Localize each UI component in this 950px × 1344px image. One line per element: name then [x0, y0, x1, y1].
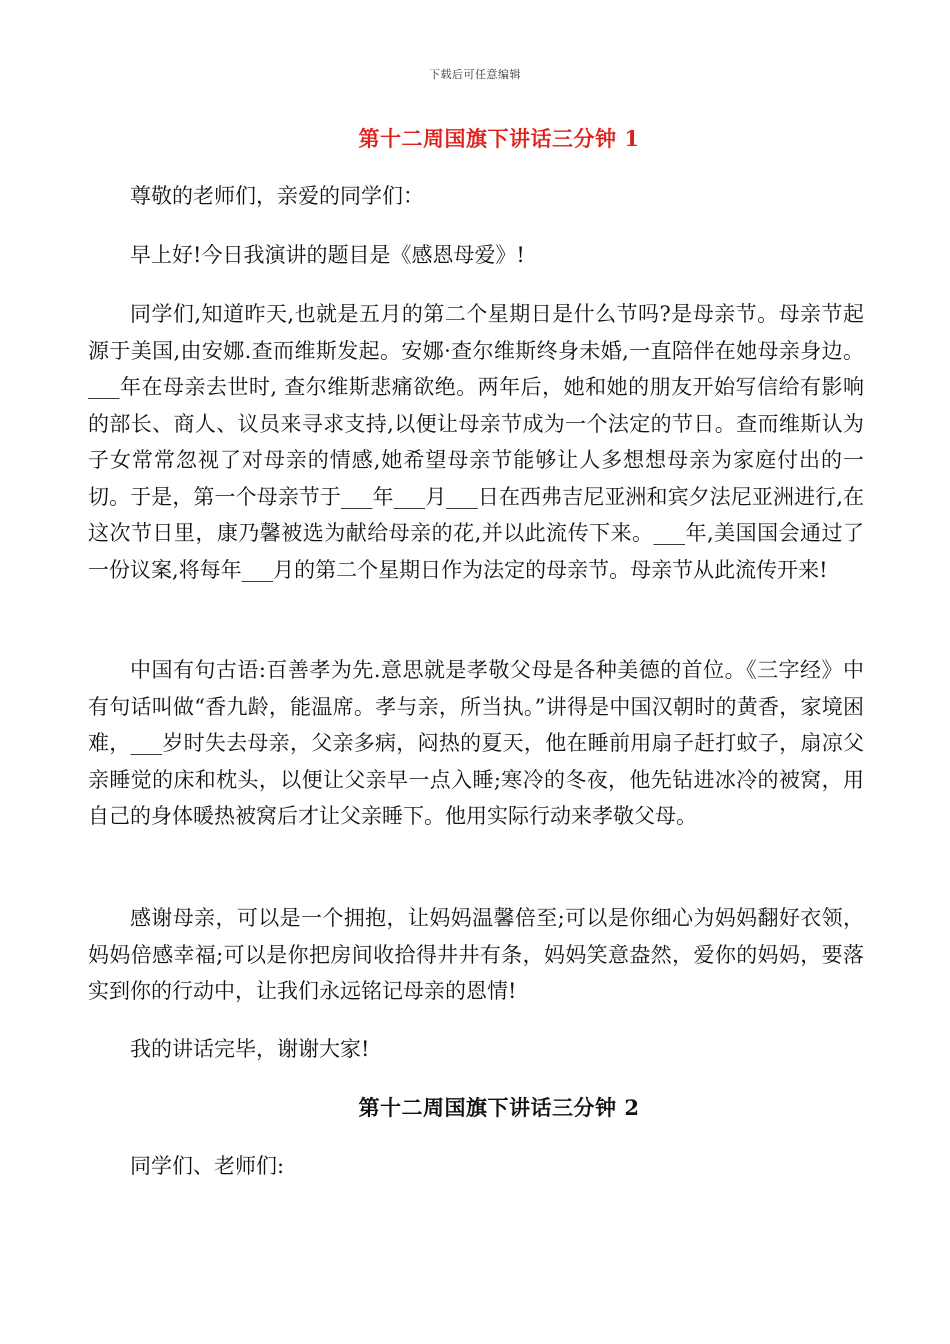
filial-piety-paragraph: 中国有句古语:百善孝为先.意思就是孝敬父母是各种美德的首位。《三字经》中有句话叫做“香九龄，能温席。孝与亲，所当执。”讲得是中国汉朝时的黄香，家境困难，___岁时失去母亲，父亲多病，闷热的夏天，他在睡前用扇子赶打蚊子，扇凉父亲睡觉的床和枕头，以便让父亲早一点入睡;寒冷的冬夜，他先钻进冰冷的被窝，用自己的身体暖热被窝后才让父亲睡下。他用实际行动来孝敬父母。 — [88, 658, 864, 828]
speech-title-2: 第十二周国旗下讲话三分钟 2 — [358, 1095, 640, 1120]
salutation-paragraph-2: 同学们、老师们: — [130, 1154, 285, 1178]
thank-mother-paragraph: 感谢母亲，可以是一个拥抱，让妈妈温馨倍至;可以是你细心为妈妈翻好衣领，妈妈倍感幸福;可以是你把房间收拾得井井有条，妈妈笑意盎然，爱你的妈妈，要落实到你的行动中，让我们永远铭记母亲的恩情! — [88, 906, 864, 1003]
header-note: 下载后可任意编辑 — [429, 68, 521, 81]
speech-title-1: 第十二周国旗下讲话三分钟 1 — [358, 126, 640, 151]
closing-paragraph: 我的讲话完毕，谢谢大家! — [130, 1037, 370, 1061]
salutation-paragraph: 尊敬的老师们，亲爱的同学们： — [130, 184, 424, 208]
mothers-day-origin-paragraph: 同学们,知道昨天,也就是五月的第二个星期日是什么节吗?是母亲节。母亲节起源于美国,由安娜.查而维斯发起。安娜·查尔维斯终身未婚,一直陪伴在她母亲身边。___年在母亲去世时, 查尔维斯悲痛欲绝。两年后，她和她的朋友开始写信给有影响的部长、商人、议员来寻求支持,以便让母亲节成为一个法定的节日。查而维斯认为子女常常忽视了对母亲的情感,她希望母亲节能够让人多想想母亲为家庭付出的一切。于是，第一个母亲节于___年___月___日在西弗吉尼亚洲和宾夕法尼亚洲进行,在这次节日里，康乃馨被选为献给母亲的花,并以此流传下来。___年,美国国会通过了一份议案,将每年___月的第二个星期日作为法定的母亲节。母亲节从此流传开来! — [88, 302, 864, 582]
greeting-paragraph: 早上好!今日我演讲的题目是《感恩母爱》! — [130, 243, 525, 267]
